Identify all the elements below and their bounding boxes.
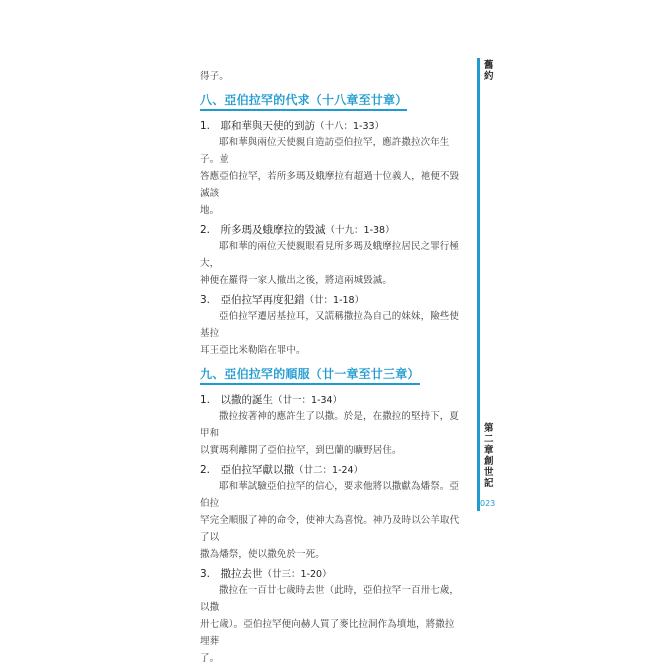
paragraph-line: 罕完全順服了神的命令，使神大為喜悅。神乃及時以公羊取代了以 bbox=[200, 515, 460, 543]
scripture-ref: （廿三：1-20） bbox=[262, 569, 332, 580]
paragraph-line: 耶和華的兩位天使親眼看見所多瑪及蛾摩拉居民之罪行極大， bbox=[200, 241, 460, 269]
paragraph-line: 地。 bbox=[200, 205, 220, 216]
item-title-text: 3. 撒拉去世 bbox=[200, 568, 263, 580]
paragraph-line: 亞伯拉罕遷居基拉耳，又謊稱撒拉為自己的妹妹，險些使基拉 bbox=[200, 311, 460, 339]
paragraph-line: 撒為燔祭，使以撒免於一死。 bbox=[200, 549, 325, 560]
item-title bbox=[200, 119, 462, 134]
item-title bbox=[200, 567, 462, 582]
paragraph-line: 神便在羅得一家人撤出之後，將這兩城毀滅。 bbox=[200, 275, 393, 286]
page-number: 023 bbox=[480, 499, 496, 508]
paragraph-line: 耳王亞比米勒陷在罪中。 bbox=[200, 345, 306, 356]
scripture-ref: （廿：1-18） bbox=[304, 295, 365, 306]
paragraph-line: 以實瑪利離開了亞伯拉罕，到巴蘭的曠野居住。 bbox=[200, 445, 402, 456]
item-title-text: 3. 亞伯拉罕再度犯錯 bbox=[200, 294, 305, 306]
item-title bbox=[200, 223, 462, 238]
side-tab-chapter-label: 第二章 創世記 bbox=[484, 423, 504, 489]
paragraph-line: 答應亞伯拉罕，若所多瑪及蛾摩拉有超過十位義人，祂便不毀滅該 bbox=[200, 171, 460, 199]
paragraph-line: 了。 bbox=[200, 653, 220, 664]
scripture-ref: （十九：1-38） bbox=[325, 225, 395, 236]
scripture-ref: （廿二：1-24） bbox=[294, 465, 364, 476]
item-title bbox=[200, 293, 462, 308]
side-tab-bar bbox=[477, 58, 480, 511]
item-title bbox=[200, 463, 462, 478]
paragraph-line: 撒拉在一百廿七歲時去世（此時，亞伯拉罕一百卅七歲，以撒 bbox=[200, 585, 460, 613]
scripture-ref: （廿一：1-34） bbox=[273, 395, 343, 406]
item-title-text: 1. 以撒的誕生 bbox=[200, 394, 274, 406]
item-title-text: 2. 所多瑪及蛾摩拉的毀滅 bbox=[200, 224, 326, 236]
paragraph-line: 撒拉按著神的應許生了以撒。於是，在撒拉的堅持下，夏甲和 bbox=[200, 411, 460, 439]
paragraph-line: 耶和華試驗亞伯拉罕的信心，要求他將以撒獻為燔祭。亞伯拉 bbox=[200, 481, 460, 509]
item-title bbox=[200, 393, 462, 408]
scripture-ref: （十八：1-33） bbox=[315, 121, 385, 132]
section-heading: 九、亞伯拉罕的順服（廿一章至廿三章） bbox=[200, 365, 420, 385]
side-tab-top-label: 舊約 bbox=[484, 60, 494, 82]
item-title-text: 2. 亞伯拉罕獻以撒 bbox=[200, 464, 295, 476]
section-heading: 八、亞伯拉罕的代求（十八章至廿章） bbox=[200, 91, 407, 111]
item-title-text: 1. 耶和華與天使的到訪 bbox=[200, 120, 316, 132]
content-column bbox=[200, 68, 462, 667]
intro-text: 得子。 bbox=[200, 71, 229, 82]
paragraph-line: 卅七歲）。亞伯拉罕便向赫人買了麥比拉洞作為墳地，將撒拉埋葬 bbox=[200, 619, 455, 647]
paragraph-line: 耶和華與兩位天使親自造訪亞伯拉罕，應許撒拉次年生子。並 bbox=[200, 137, 450, 165]
